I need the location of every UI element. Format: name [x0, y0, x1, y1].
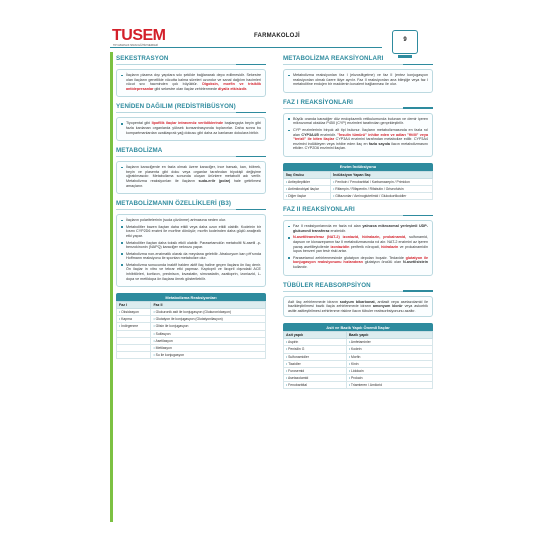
table-cell: • Sulfonamidler — [284, 353, 347, 360]
table-row — [284, 353, 433, 360]
text-run: glutatyon öncülü olan — [362, 260, 403, 265]
table-header: İndüksiyon Yapan İlaç — [331, 171, 433, 178]
text-run: veya askorbik asitle asitleştirilmesi zehirlenme riskine ilacın tübuler reabsorbsiyonunu azaltır. — [288, 304, 428, 313]
text-run: kullanılır. — [293, 264, 308, 269]
text-run: periferik nöropati, — [349, 244, 382, 249]
table-cell: • Morfin — [346, 353, 432, 360]
yeniden-dagilim-box — [116, 117, 266, 141]
table-cell: • Furosemid — [284, 367, 347, 374]
page-number: 9 — [403, 37, 407, 43]
bold-text: amonyum klorür — [372, 304, 403, 309]
faz1-box — [283, 113, 433, 157]
table-row — [284, 381, 433, 388]
table-cell: • Penisilin G — [284, 346, 347, 353]
asit-baz-table — [283, 323, 433, 389]
text-run: ve prokainamidin lupus benzeri yan tesir riski artar. — [293, 244, 428, 254]
text-run: enzimidir. — [318, 132, 338, 137]
table-cell: • Prokain — [346, 374, 432, 381]
section-title-faz2: FAZ II REAKSİYONLARI — [283, 206, 433, 216]
ozellikler-bullet-2: Metabolitler bazen ilaçtan daha etkili veya daha uzun etkili olabilir. Kodeinin bir kısmı CYP2D6 enzimi ile morfine dönüşür; morfin kodeinden daha güçlü analjezik etki yapar. — [121, 225, 261, 239]
table-cell: • Amfetaminler — [346, 339, 432, 346]
table-header: İlaç Grubu — [284, 171, 331, 178]
table-header: Faz I — [117, 302, 151, 309]
enzim-table — [283, 163, 433, 200]
metabolizma-reaksiyonlari-box — [283, 69, 433, 93]
bold-text: sodyum bikarbonat, — [339, 299, 376, 304]
table-row — [117, 351, 266, 358]
ozellikler-bullet-3: Metabolitler ilaçtan daha toksik etkili olabilir. Parasetamolün metaboliti N-asetil -p-benzokinonin (NAPQ) karaciğer nekrozu yapar. — [121, 241, 261, 250]
table-cell: • Lidokain — [346, 367, 432, 374]
table-row — [284, 186, 433, 193]
text-run: hale getirilmesi amaçlanır. — [126, 178, 261, 188]
reaksiyon-table — [116, 293, 266, 359]
faz1-bullet-1: Büyük oranda karaciğer düz endoplazmik retikulumunda bulunan ve demir içeren mikrozomal oksidaz P450 (CYP) enzimleri tarafından gerçekleştirilir. — [288, 117, 428, 126]
highlight-text: glutatyon ile konjugasyon reaksiyonunu hızlandıran — [293, 255, 428, 265]
table-cell — [117, 351, 151, 358]
logo-tagline: TIP UZMANLIK SINAVI EĞİTİM MERKEZİ — [113, 44, 158, 47]
table-cell: • Oksidasyon — [117, 309, 151, 316]
bold-text: yalnızca mikrozomal yerleşimli UDP-glukuronil transferaz — [293, 224, 428, 233]
tubuler-box — [283, 296, 433, 318]
page-number-box — [392, 30, 418, 54]
text-run: CYP3A4 enzimini tarafından metabolize edilir. CYP3A4 enzimini indükleyen veya inhibe eden ilaç en — [293, 137, 428, 146]
table-row — [284, 367, 433, 374]
text-run: ilacın metabolizmasını etkiler. CYP2D6 enzimini ilaçları. — [293, 141, 429, 151]
table-cell: • Kinin — [346, 360, 432, 367]
ozellikler-bullet-5: Metabolizma sonucunda inaktif halden aktif ilaç haline geçen ilaçlara ön ilaç denir. Ön ilaçlar in vitro ve tekrar etki yapmaz. Kaptopril ve lizopril dışındaki ACE inhibitörleri, kortizon, prednison, lovastatin, simvastatin, azatioprin, izoniazid, L-dopa ve metildopa ön ilaçlara örnek gösterilebilir. — [121, 263, 261, 281]
section-title-yeniden-dagilim: YENİDEN DAĞILIM (REDİSTRİBÜSYON) — [116, 103, 266, 113]
table-row — [117, 309, 266, 316]
mr-bullet: Metabolizma reaksiyonları faz I (ekzoslitgelme) ve faz II (entez konjugasyon reaksiyonları olmak üzere ikiye ayrılır. Faz II reaksiyonları ana bileşiğe veya faz I metabolitine endojen bir maddenin kovalent bağlanması ile olur. — [288, 73, 428, 87]
table-cell: • Asetazolamid — [284, 374, 347, 381]
faz1-bullet-2 — [288, 128, 428, 151]
metabolizma-bullet — [121, 165, 261, 188]
table-cell: • Glisin ile konjugasyon — [151, 323, 266, 330]
highlight-text: "İnsulin tümürü" inhibe eden ve adları "fitilli" veya "terizli" ile biten ilaçlar — [293, 132, 429, 142]
table-cell: • Sulfasyon — [151, 330, 266, 337]
page-title: FARMAKOLOJİ — [254, 33, 300, 39]
table-row — [284, 374, 433, 381]
text-run: enzimidir. — [329, 228, 347, 233]
text-run: sulfonamid, dapson ve klonazepamın faz II metabolizmasında rol alır. NAT-2 enzimini az işeren yavaş asetilleyicilerde — [293, 235, 428, 249]
table-title: Asit ve Bazik Yapılı Önemli İlaçlar — [283, 323, 433, 331]
faz2-bullet-2 — [288, 235, 428, 253]
table-row — [117, 344, 266, 351]
section-title-tubuler: TÜBÜLER REABSORPSİYON — [283, 282, 433, 292]
highlight-text: lipofilik ilaçlar intravenöz verildiklerinde — [151, 121, 224, 126]
sekestrasyon-bullet — [121, 73, 261, 91]
bold-text: CYP3A4/5 — [301, 132, 319, 137]
table-header: Faz II — [151, 302, 266, 309]
table-title: Metabolizma Reaksiyonları — [116, 293, 266, 301]
table-cell: • Tiazidler — [284, 360, 347, 367]
ozellikler-box — [116, 214, 266, 287]
table-cell — [117, 344, 151, 351]
table-cell: • Triamteren / Amilorid — [346, 381, 432, 388]
sekestrasyon-box — [116, 69, 266, 97]
margin-strip — [110, 52, 113, 522]
table-cell — [117, 330, 151, 337]
left-column — [116, 55, 266, 365]
section-title-metabolizma: METABOLİZMA — [116, 147, 266, 157]
table-title: Enzim İndüksiyonu — [283, 163, 433, 171]
section-title-faz1: FAZ I REAKSİYONLARI — [283, 99, 433, 109]
table-row — [284, 346, 433, 353]
table-cell: • Glukuronik asit ile konjugasyon (Glukuronidasyon) — [151, 309, 266, 316]
highlight-text: diyaliz etkisizdir. — [218, 86, 248, 91]
bold-text: fazla sayıda — [368, 141, 390, 146]
bold-text: N-asetilsistein — [403, 260, 429, 265]
logo-text: TUSEM — [112, 27, 166, 44]
table-cell: • Antimikrobiyal ilaçlar — [284, 186, 331, 193]
table-cell: • Metilasyon — [151, 344, 266, 351]
text-run: Parasetamol zehirlenmesinde glutatyon depoları boşalır. Tedavide — [293, 255, 406, 260]
tubuler-text — [288, 300, 428, 314]
table-row — [117, 316, 266, 323]
text-run: İlaçların karaciğerde en fazla olmak üzere karaciğer, ince barsak, kan, böbrek, beyin ve plasenta gibi doku veya organlar tarafından biyokişli değişime uğratılmasıdır. Metabolizma sonunda oluşan ürünlere metabolit adı verilir. Metabolizma reaksiyonları ile ilaçların — [126, 165, 261, 183]
table-cell: • Asetilasyon — [151, 337, 266, 344]
table-cell: • Glitazonlar / Aminoglutetimid / Glukokortikoidler — [331, 193, 433, 200]
table-cell: • Diğer ilaçlar — [284, 193, 331, 200]
table-cell: • Kodein — [346, 346, 432, 353]
header-divider — [110, 47, 382, 48]
table-row — [117, 323, 266, 330]
faz2-bullet-1 — [288, 224, 428, 233]
faz2-bullet-3 — [288, 256, 428, 270]
text-run: Tiyopental gibi — [126, 121, 152, 126]
table-header: Asit yapılı — [284, 332, 347, 339]
section-title-metabolizma-reaksiyonlari: METABOLİZMA REAKSİYONLARI — [283, 55, 433, 65]
table-cell — [117, 337, 151, 344]
text-run: Faz II reaksiyonlarında en fazla rol alan — [293, 224, 363, 229]
ozellikler-bullet-4: Metabolizma non-enzimatik olarak da meydana gelebilir. Atrakuryum kan pH'sında Hoffmann reaksiyonu ile spontan metabolize olur. — [121, 252, 261, 261]
text-run: İlaçların plazma dışı yapılara sıkı şekilde bağlanarak depo edilmesidir. Sekestre olan ilaçların genellikle vücutta kalma süreleri uzundur ve sanal dağılım hacimleri vücut sıvı hacminden çok büyüktür. — [126, 73, 261, 87]
tusem-logo — [112, 27, 178, 47]
table-cell: • Fenitoin / Fenobarbital / Karbamazepin / Primidon — [331, 178, 433, 185]
yeniden-dagilim-bullet — [121, 121, 261, 135]
table-row — [117, 337, 266, 344]
table-cell: • Glutatyon ile konjugasyon (Glutatyonilasyon) — [151, 316, 266, 323]
table-cell: • Rifampin / Rifapentin / Rifabutin / Griseofulvin — [331, 186, 433, 193]
table-row — [284, 178, 433, 185]
table-cell: • Su ile konjugasyon — [151, 351, 266, 358]
highlight-text: izoniazidin — [330, 244, 350, 249]
table-row — [117, 330, 266, 337]
table-header: Bazik yapılı — [346, 332, 432, 339]
text-run: antiasit veya asetazolamid ile bazikleştirilmesi bazik ilaçla zehirlenmede idrarın — [288, 299, 428, 309]
text-run: başlangıçta beyin gibi fazla kanlanan organlarda yüksek konsantrasyonda toplanırlar. Daha sonra bu kompartmanlardan uzaklaşırak yağ dokusu gibi daha az kanlanan dokulara birikir. — [126, 121, 261, 135]
highlight-text: hidralazin — [381, 244, 399, 249]
section-title-sekestrasyon: SEKESTRASYON — [116, 55, 266, 65]
ozellikler-bullet-1: İlaçların polaritelerinin (suda çözünme) artmasına neden olur. — [121, 218, 261, 223]
table-row — [284, 360, 433, 367]
bold-text: suda-eriir (polar) — [198, 178, 231, 183]
table-cell: • Fenobarbital — [284, 381, 347, 388]
highlight-text: N-asetiltransferaz (NAT-2) izoniazid, hidralazin, prokainamid, — [293, 235, 407, 240]
table-row — [284, 193, 433, 200]
table-cell: • Antiepileptikler — [284, 178, 331, 185]
text-run: Asit ilaç zehirlenmede idrarın — [288, 299, 340, 304]
faz2-box — [283, 220, 433, 275]
table-cell: • Aspirin — [284, 339, 347, 346]
table-row — [284, 339, 433, 346]
metabolizma-box — [116, 161, 266, 194]
table-cell: • Kapma — [117, 316, 151, 323]
text-run: gibi sekestre olan ilaçlar zehirlenmede — [153, 86, 219, 91]
highlight-text: Digoksin, morfin ve trisiklik antidepresanlar — [126, 82, 262, 91]
right-column — [283, 55, 433, 395]
table-cell: • İndirgenme — [117, 323, 151, 330]
section-title-ozellikler: METABOLİZMANIN ÖZELLİKLERİ (B3) — [116, 200, 266, 210]
text-run: CYP enzimlerinin birçok alt tipi bulunur. İlaçların metabolizmasında en fazla rol alan — [293, 127, 428, 137]
